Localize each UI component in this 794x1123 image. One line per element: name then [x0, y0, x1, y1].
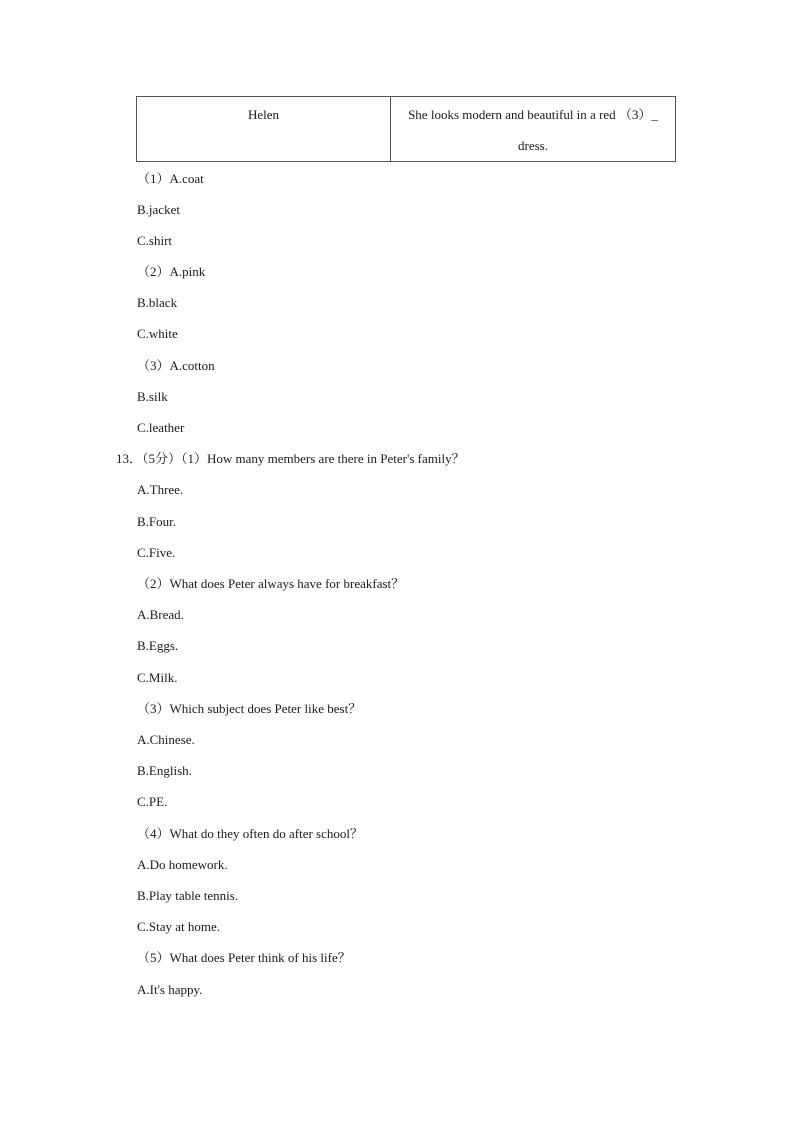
- q13-3-option-a: A.Chinese.: [137, 732, 195, 747]
- q13-3-option-b: B.English.: [137, 763, 192, 778]
- q13-5-question: （5）What does Peter think of his life？: [137, 950, 351, 965]
- q12-1-option-b: B.jacket: [137, 202, 180, 217]
- q13-5-option-a: A.It's happy.: [137, 982, 203, 997]
- description-line-2: dress.: [518, 138, 548, 153]
- q13-2-question: （2）What does Peter always have for breakfast？: [137, 576, 405, 591]
- q13-3-option-c: C.PE.: [137, 794, 168, 809]
- q13-1-question: 13．（5分）（1）How many members are there in Peter's family？: [116, 451, 465, 466]
- q13-1-option-c: C.Five.: [137, 545, 176, 560]
- q13-2-option-a: A.Bread.: [137, 607, 184, 622]
- clothing-table: [136, 96, 676, 162]
- table-cell-name: [137, 97, 391, 162]
- q13-4-option-c: C.Stay at home.: [137, 919, 221, 934]
- table-row: [137, 97, 676, 162]
- q12-1-option-c: C.shirt: [137, 233, 173, 248]
- q13-3-question: （3）Which subject does Peter like best？: [137, 701, 362, 716]
- q12-2-option-c: C.white: [137, 326, 178, 341]
- table-cell-description: [391, 97, 676, 162]
- q12-2-option-b: B.black: [137, 295, 178, 310]
- q13-2-option-b: B.Eggs.: [137, 638, 179, 653]
- description-line-1: She looks modern and beautiful in a red （3）_: [408, 107, 658, 122]
- q13-1-option-a: A.Three.: [137, 482, 184, 497]
- q13-4-option-b: B.Play table tennis.: [137, 888, 239, 903]
- q13-4-question: （4）What do they often do after school？: [137, 826, 363, 841]
- q12-3-option-b: B.silk: [137, 389, 168, 404]
- q13-1-option-b: B.Four.: [137, 514, 177, 529]
- q12-3-option-a: （3）A.cotton: [137, 358, 215, 373]
- q12-1-option-a: （1）A.coat: [137, 171, 204, 186]
- q13-4-option-a: A.Do homework.: [137, 857, 228, 872]
- name-text: Helen: [247, 107, 280, 122]
- q13-2-option-c: C.Milk.: [137, 670, 178, 685]
- q12-3-option-c: C.leather: [137, 420, 185, 435]
- q12-2-option-a: （2）A.pink: [137, 264, 206, 279]
